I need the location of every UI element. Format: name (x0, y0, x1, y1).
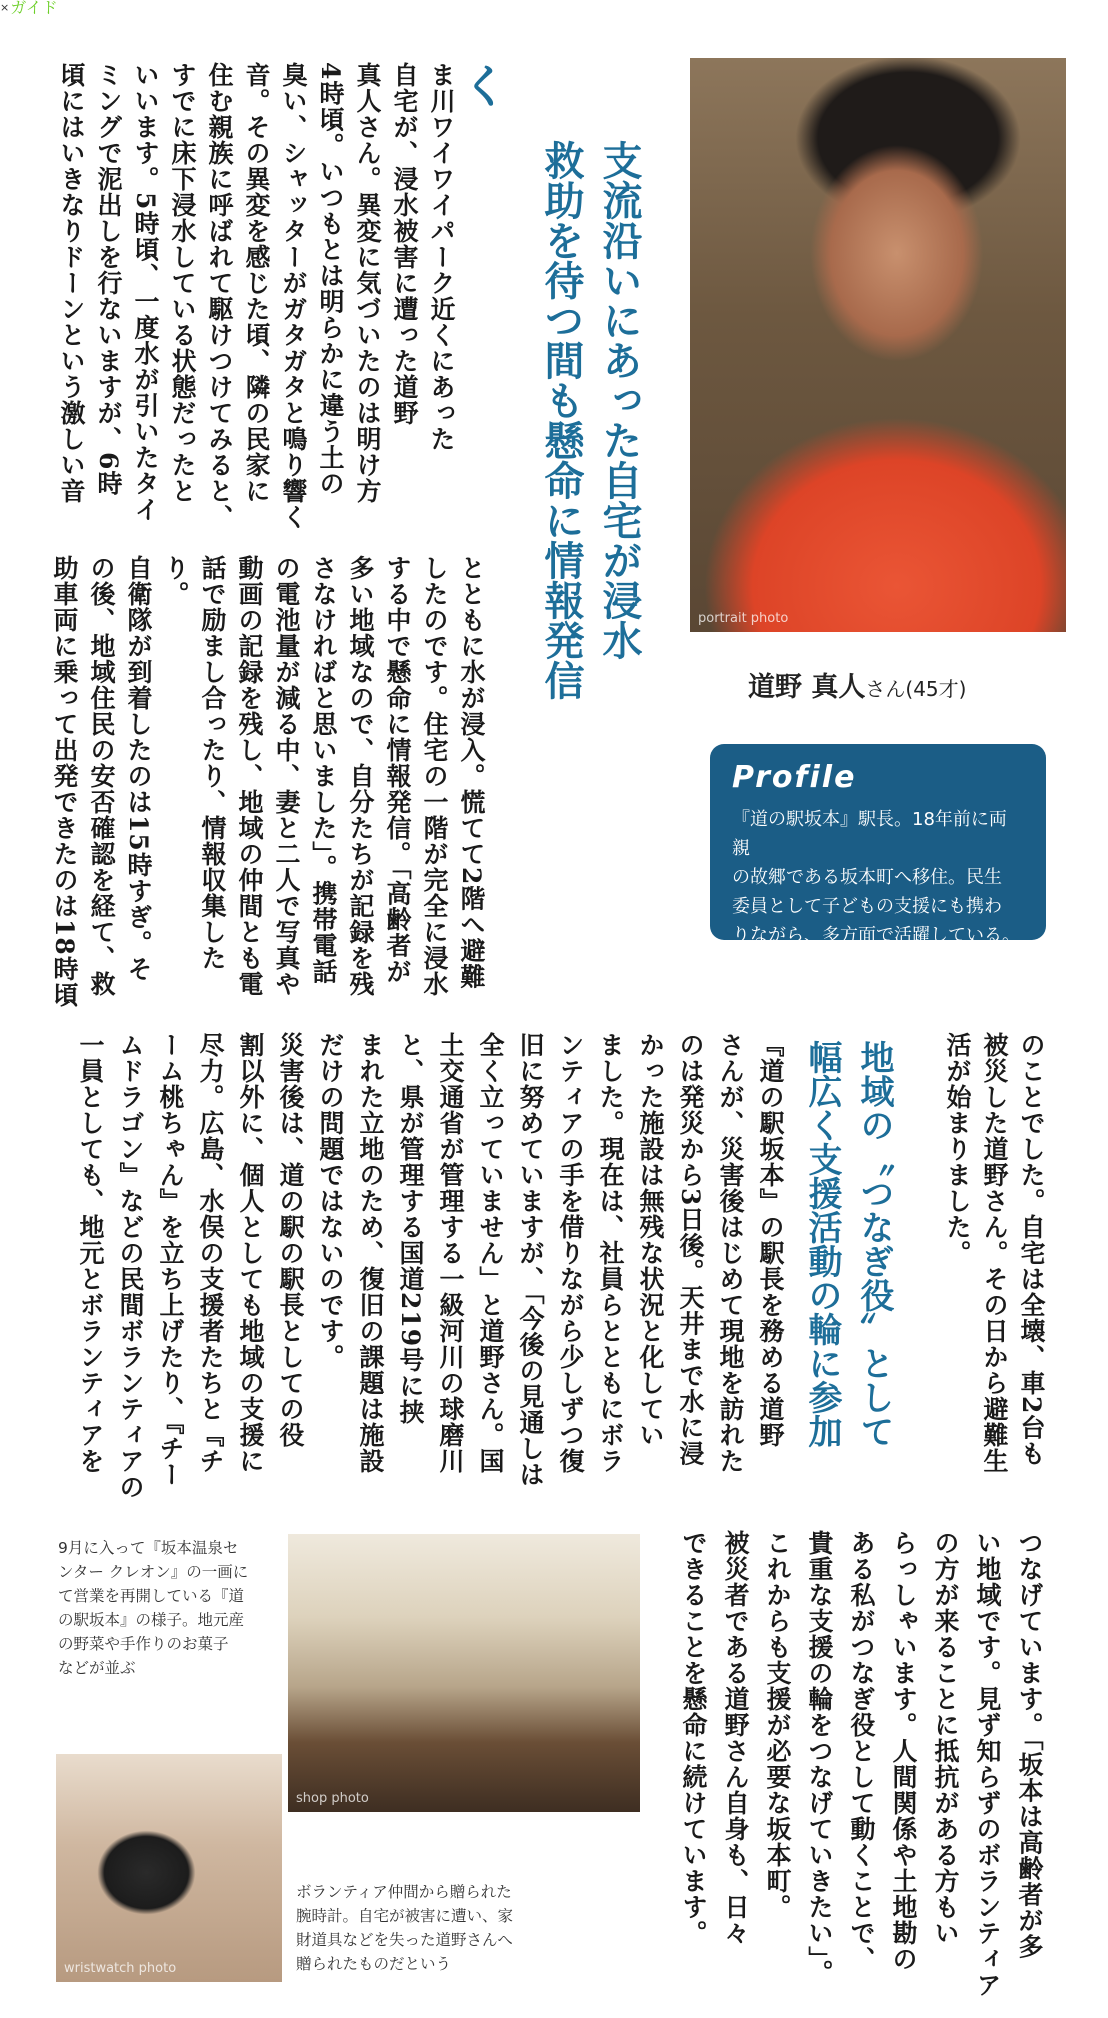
drop-character: く (455, 62, 509, 109)
guide-link[interactable]: ガイド (10, 0, 58, 17)
article-bottom-line-7: これからも支援が必要な坂本町。 (763, 1530, 792, 1920)
profile-line-4: りながら、多方面で活躍している。 (732, 925, 1020, 946)
article-top-line-9: いいます。5時頃、一度水が引いたタイ (131, 62, 160, 523)
article-top-line-21: の後、地域住民の安否確認を経て、救 (87, 555, 116, 997)
article-top-line-16: さなければと思いました」。携帯電話 (309, 555, 338, 985)
article-top-line-6: 音。その異変を感じた頃、隣の民家に (242, 62, 271, 504)
article-bottom-line-3: の方が来ることに抵抗がある方もい (931, 1530, 960, 1946)
headline-secondary-line-1: 地域の〝つなぎ役〟として (854, 1040, 894, 1448)
article-mid-line-13: と、県が管理する国道219号に挟 (396, 1032, 425, 1426)
article-mid-block-b (50, 1032, 790, 1502)
headline-secondary (790, 1040, 900, 1520)
article-mid-line-19: ーム桃ちゃん』を立ち上げたり、『チー (156, 1032, 185, 1488)
article-top-block-1 (50, 62, 509, 532)
article-mid-line-12: 土交通省が管理する一級河川の球磨川 (436, 1032, 465, 1474)
shop-photo-label: shop photo (296, 1791, 369, 1806)
article-top-line-19: 話で励まし合ったり、情報収集したり。 (161, 555, 227, 971)
shop-caption-line-6: などが並ぶ (58, 1659, 136, 1677)
headline-primary-line-1: 支流沿いにあった自宅が浸水 (596, 140, 642, 660)
article-top-line-14: する中で懸命に情報発信。「高齢者が (383, 555, 412, 985)
shop-caption-line-5: の野菜や手作りのお菓子 (58, 1635, 229, 1653)
article-mid-line-7: かった施設は無残な状況と化してい (636, 1032, 665, 1448)
article-top-line-18: 動画の記録を残し、地域の仲間とも電 (235, 555, 264, 997)
watch-caption-line-3: 財道具などを失った道野さんへ (296, 1931, 513, 1949)
watch-photo-label: wristwatch photo (64, 1961, 177, 1976)
portrait-photo (690, 58, 1066, 632)
article-mid-line-21: 一員としても、地元とボランティアを (76, 1032, 105, 1474)
article-bottom-line-2: い地域です。見ず知らずのボランティア (973, 1530, 1002, 1998)
article-bottom-line-6: 貴重な支援の輪をつなげていきたい」。 (805, 1530, 834, 1986)
article-bottom-line-5: ある私がつなぎ役として動くことで、 (847, 1530, 876, 1972)
close-icon[interactable]: × (0, 1, 10, 14)
article-mid-line-20: ムドラゴン』などの民間ボランティアの (116, 1032, 145, 1500)
article-top-block-2 (50, 555, 490, 1015)
article-mid-line-9: ンティアの手を借りながら少しずつ復 (556, 1032, 585, 1474)
shop-caption-line-4: の駅坂本』の様子。地元産 (58, 1611, 245, 1629)
article-mid-line-18: 尽力。広島、水俣の支援者たちと『チ (196, 1032, 225, 1474)
article-bottom-line-4: らっしゃいます。人間関係や土地勘の (889, 1530, 918, 1972)
article-top-line-5: 臭い、シャッターがガタガタと鳴り響く (279, 62, 308, 530)
article-bottom-line-1: つなげています。「坂本は高齢者が多 (1015, 1530, 1044, 1960)
profile-title: Profile (732, 760, 857, 795)
article-top-line-1: ま川ワイワイパーク近くにあった (427, 62, 456, 452)
profile-line-2: の故郷である坂本町へ移住。民生 (732, 867, 1002, 888)
article-bottom-line-8: 被災者である道野さん自身も、日々 (721, 1530, 750, 1946)
article-mid-line-10: 旧に努めていますが、「今後の見通しは (516, 1032, 545, 1488)
article-mid-line-1: のことでした。自宅は全壊、車2台も (1017, 1032, 1046, 1467)
article-top-line-13: したのです。住宅の一階が完全に浸水 (420, 555, 449, 997)
article-top-line-22: 助車両に乗って出発できたのは18時頃 (50, 555, 79, 1008)
article-top-line-4: 4時頃。いつもとは明らかに違う土の (316, 62, 345, 497)
article-mid-line-3: 活が始まりました。 (943, 1032, 972, 1266)
watch-caption-line-4: 贈られたものだという (296, 1955, 452, 1973)
article-top-line-12: とともに水が浸入。慌てて2階へ避難 (457, 555, 486, 990)
article-top-line-7: 住む親族に呼ばれて駆けつけてみると、 (205, 62, 234, 530)
article-top-line-11: 頃にはいきなりドーンという激しい音 (57, 62, 86, 504)
article-top-line-17: の電池量が減る中、妻と二人で写真や (272, 555, 301, 997)
article-top-line-20: 自衛隊が到着したのは15時すぎ。そ (124, 555, 153, 982)
headline-primary (528, 140, 648, 780)
article-mid-line-14: まれた立地のため、復旧の課題は施設 (356, 1032, 385, 1474)
shop-photo (288, 1534, 640, 1812)
shop-caption-line-3: て営業を再開している『道 (58, 1587, 245, 1605)
article-top-line-2: 自宅が、浸水被害に遭った道野 (390, 62, 419, 426)
article-mid-line-5: さんが、災害後はじめて現地を訪れた (716, 1032, 745, 1474)
watch-photo (56, 1754, 282, 1982)
portrait-photo-label: portrait photo (698, 611, 789, 626)
article-mid-line-2: 被災した道野さん。その日から避難生 (980, 1032, 1009, 1474)
article-bottom (666, 1530, 1050, 2000)
watch-caption (296, 1880, 636, 1976)
profile-box (710, 744, 1046, 946)
profile-line-3: 委員として子どもの支援にも携わ (732, 896, 1002, 917)
article-top-line-3: 真人さん。異変に気づいたのは明け方 (353, 62, 382, 504)
person-nameplate (748, 668, 1048, 708)
watch-caption-line-1: ボランティア仲間から贈られた (296, 1883, 512, 1901)
person-suffix: さん (865, 677, 906, 701)
person-age: (45才) (905, 677, 967, 701)
article-top-line-15: 多い地域なので、自分たちが記録を残 (346, 555, 375, 997)
article-bottom-line-9: できることを懸命に続けています。 (679, 1530, 708, 1946)
headline-primary-line-2: 救助を待つ間も懸命に情報発信 (538, 140, 584, 700)
article-mid-line-11: 全く立っていません」と道野さん。国 (476, 1032, 505, 1474)
article-top-line-10: ミングで泥出しを行ないますが、6時 (94, 62, 123, 497)
article-mid-line-16: 災害後は、道の駅の駅長としての役 (276, 1032, 305, 1448)
shop-caption (58, 1536, 280, 1680)
article-top-line-8: すでに床下浸水している状態だったと (168, 62, 197, 504)
article-mid-line-15: だけの問題ではないのです。 (316, 1032, 345, 1370)
article-mid-line-6: のは発災から3日後。天井まで水に浸 (676, 1032, 705, 1467)
article-mid-line-8: ました。現在は、社員らとともにボラ (596, 1032, 625, 1474)
article-mid-block-a (920, 1032, 1050, 1502)
shop-caption-line-2: ンター クレオン』の一画に (58, 1563, 249, 1581)
article-mid-line-17: 割以外に、個人としても地域の支援に (236, 1032, 265, 1474)
person-name: 道野 真人 (748, 672, 866, 703)
headline-secondary-line-2: 幅広く支援活動の輪に参加 (802, 1040, 842, 1448)
watch-caption-line-2: 腕時計。自宅が被害に遭い、家 (296, 1907, 514, 1925)
shop-caption-line-1: 9月に入って『坂本温泉セ (58, 1539, 239, 1557)
profile-line-1: 『道の駅坂本』駅長。18年前に両親 (732, 809, 1007, 859)
top-nav (0, 0, 58, 18)
article-mid-line-4: 『道の駅坂本』の駅長を務める道野 (756, 1032, 785, 1448)
